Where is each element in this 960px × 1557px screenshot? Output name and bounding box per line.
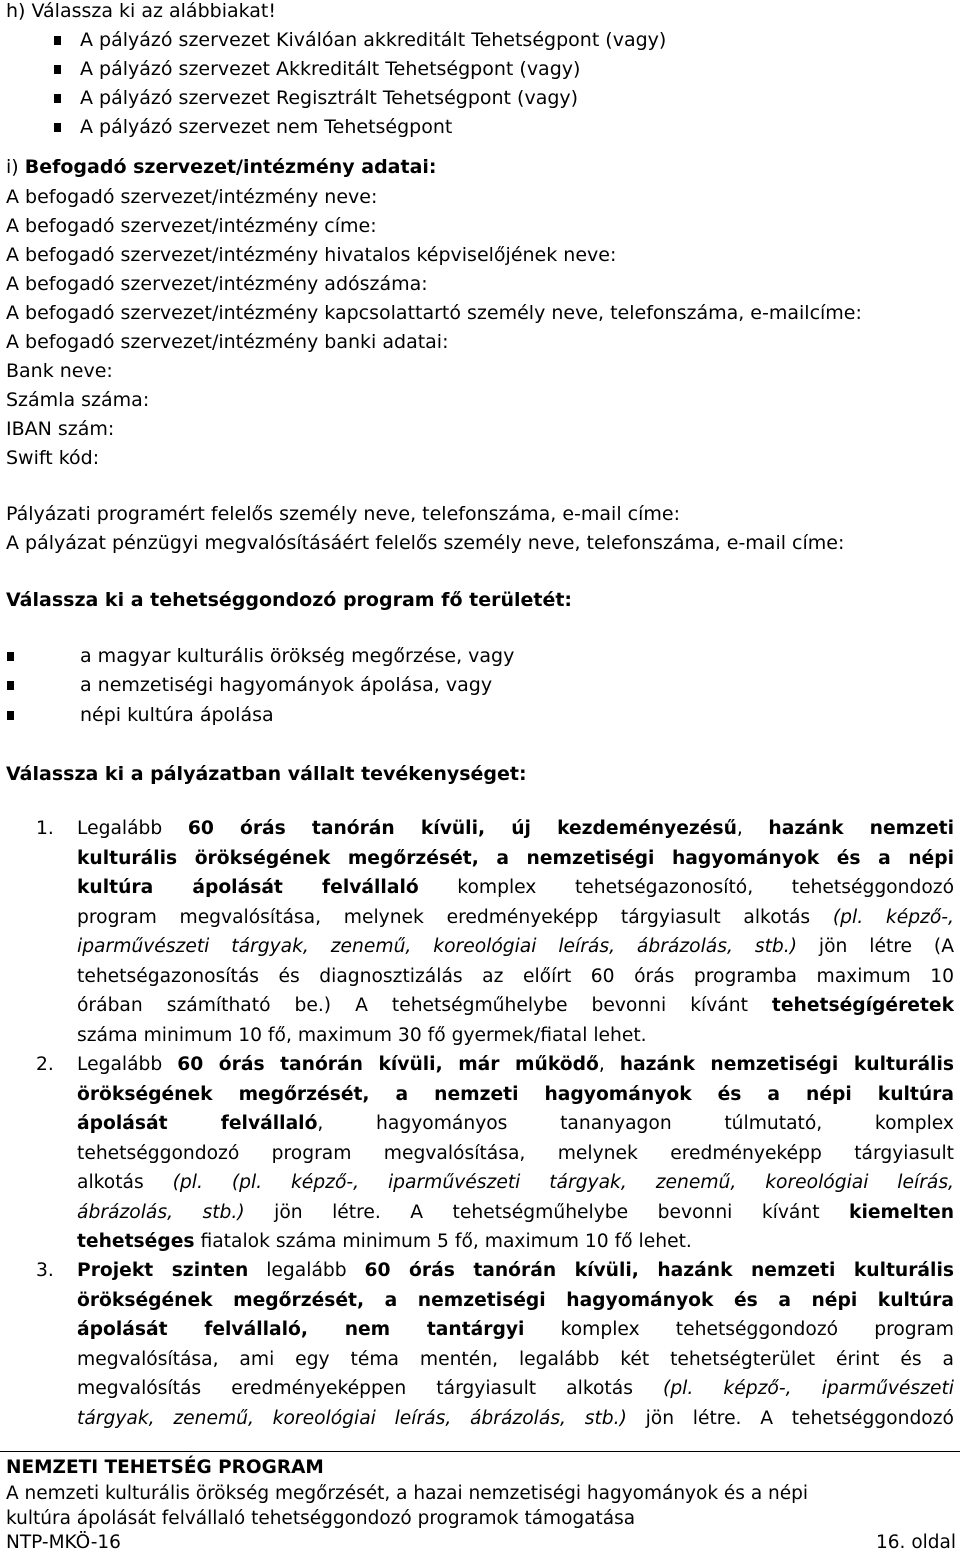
activity-text-segment: (pl. képző-, iparművészeti [663, 1378, 954, 1399]
activity-item-line [77, 1286, 954, 1316]
activity-item-line [77, 814, 954, 844]
activity-item-number: 1. [36, 818, 54, 839]
activity-text-segment: jön létre (A [797, 936, 954, 957]
option-nem-tehetsegpont: A pályázó szervezet nem Tehetségpont [80, 116, 453, 138]
activity-text-segment: ápolását felvállaló, nem tantárgyi [77, 1319, 525, 1340]
activity-text-segment: ábrázolás, stb.) [77, 1201, 245, 1223]
activity-text-segment: alkotás [77, 1172, 173, 1193]
footer-program-name: NEMZETI TEHETSÉG PROGRAM [6, 1457, 324, 1478]
field-label-bank-neve: Bank neve: [6, 360, 113, 382]
activity-text-segment: fiatalok száma minimum 5 fő, maximum 10 fő lehet. [194, 1231, 692, 1252]
activity-text-segment: tehetségazonosítás és diagnosztizálás az előírt 60 órás programba maximum 10 [77, 965, 954, 987]
field-label-kapcsolattarto: A befogadó szervezet/intézmény kapcsolattartó személy neve, telefonszáma, e-mailcíme: [6, 302, 862, 324]
section-i-prefix: i) [6, 156, 25, 178]
field-label-iban: IBAN szám: [6, 418, 115, 440]
activity-text-segment: legalább [248, 1260, 365, 1281]
option-akkreditalt: A pályázó szervezet Akkreditált Tehetségpont (vagy) [80, 58, 581, 80]
activity-item-line [77, 1256, 954, 1286]
activity-text-segment: komplex tehetséggondozó program [524, 1319, 954, 1340]
field-label-banki-adatok: A befogadó szervezet/intézmény banki adatai: [6, 331, 449, 353]
bullet-square-icon [7, 652, 14, 661]
area-option-kulturalis-orokseg: a magyar kulturális örökség megőrzése, vagy [80, 645, 515, 667]
activity-text-segment: 60 órás tanórán kívüli, hazánk nemzeti kulturális [364, 1260, 954, 1281]
activity-text-segment: Projekt szinten [77, 1260, 249, 1281]
activity-item-line [77, 1080, 954, 1110]
activity-text-segment: 60 órás tanórán kívüli, új kezdeményezésű [187, 818, 737, 839]
activity-text-segment: program megvalósítása, melynek eredményeképp tárgyiasult alkotás [77, 906, 833, 928]
option-regisztralt: A pályázó szervezet Regisztrált Tehetségpont (vagy) [80, 87, 579, 109]
activity-text-segment: hazánk nemzetiségi kulturális [619, 1054, 954, 1075]
activity-text-segment: megvalósítás eredményeképpen tárgyiasult alkotás [77, 1378, 664, 1399]
activity-heading: Válassza ki a pályázatban vállalt tevékenységet: [6, 763, 527, 785]
activity-item-line [77, 932, 954, 962]
activity-text-segment: kiemelten [849, 1201, 954, 1223]
activity-item-line [77, 1198, 954, 1228]
activity-text-segment: (pl. (pl. képző-, iparművészeti tárgyak, zenemű, koreológiai leírás, [172, 1172, 954, 1193]
activity-item-line [77, 962, 954, 992]
activity-item-line [77, 873, 954, 903]
bullet-square-icon [54, 36, 61, 45]
footer-page-number: 16. oldal [876, 1532, 956, 1553]
activity-item-line [77, 1315, 954, 1345]
bullet-square-icon [54, 94, 61, 103]
footer-description-line1: A nemzeti kulturális örökség megőrzését, a hazai nemzetiségi hagyományok és a népi [6, 1483, 809, 1504]
activity-text-segment: jön létre. A tehetséggondozó [626, 1407, 954, 1429]
activity-text-segment: hazánk nemzeti [768, 818, 954, 839]
field-label-szamlaszam: Számla száma: [6, 389, 150, 411]
option-kivaloan-akkreditalt: A pályázó szervezet Kiválóan akkreditált Tehetségpont (vagy) [80, 29, 667, 51]
activity-item-line [77, 1345, 954, 1375]
activity-item-line [77, 1374, 954, 1404]
field-label-swift: Swift kód: [6, 447, 100, 469]
activity-item-line [77, 1109, 954, 1139]
activity-text-segment: (pl. képző-, [832, 906, 954, 928]
activity-item-line [77, 1050, 954, 1080]
activity-text-segment: komplex tehetségazonosító, tehetséggondozó [418, 877, 954, 898]
footer-code: NTP-MKÖ-16 [6, 1532, 121, 1553]
activity-item-line [77, 1404, 954, 1434]
activity-text-segment: ápolását felvállaló [77, 1113, 318, 1134]
activity-text-segment: , hagyományos tananyagon túlmutató, komplex [317, 1113, 954, 1134]
activity-text-segment: kultúra ápolását felvállaló [77, 877, 419, 898]
field-label-nev: A befogadó szervezet/intézmény neve: [6, 186, 378, 208]
activity-text-segment: Legalább [77, 818, 188, 839]
activity-item-line [77, 1227, 954, 1257]
activity-item-line [77, 903, 954, 933]
activity-text-segment: Legalább [77, 1054, 178, 1075]
activity-text-segment: , [736, 818, 769, 839]
area-option-nepi-kultura: népi kultúra ápolása [80, 704, 274, 726]
field-label-penzugyi-felelos: A pályázat pénzügyi megvalósításáért felelős személy neve, telefonszáma, e-mail címe: [6, 532, 845, 554]
activity-text-segment: , [598, 1054, 620, 1075]
activity-text-segment: kulturális örökségének megőrzését, a nemzetiségi hagyományok és a népi [77, 847, 954, 869]
activity-text-segment: örökségének megőrzését, a nemzeti hagyományok és a népi kultúra [77, 1083, 954, 1105]
activity-text-segment: tehetséges [77, 1231, 195, 1252]
section-i-heading [6, 153, 437, 182]
bullet-square-icon [54, 123, 61, 132]
activity-text-segment: 60 órás tanórán kívüli, már működő [177, 1054, 599, 1075]
activity-item-line [77, 1021, 954, 1051]
activity-item-line [77, 1139, 954, 1169]
field-label-kepviselo: A befogadó szervezet/intézmény hivatalos képviselőjének neve: [6, 244, 617, 266]
activity-text-segment: iparművészeti tárgyak, zenemű, koreológiai leírás, ábrázolás, stb.) [77, 936, 797, 957]
activity-text-segment: tehetségígéretek [771, 995, 954, 1016]
area-heading: Válassza ki a tehetséggondozó program fő területét: [6, 589, 573, 611]
field-label-cim: A befogadó szervezet/intézmény címe: [6, 215, 377, 237]
section-i-title: Befogadó szervezet/intézmény adatai: [24, 156, 437, 178]
activity-text-segment: megvalósítása, ami egy téma mentén, legalább két tehetségterület érint és a [77, 1348, 954, 1370]
activity-text-segment: tehetséggondozó program megvalósítása, melynek eredményeképp tárgyiasult [77, 1142, 954, 1164]
activity-text-segment: órában számítható be.) A tehetségműhelybe bevonni kívánt [77, 995, 772, 1016]
bullet-square-icon [7, 711, 14, 720]
activity-item-number: 3. [36, 1260, 54, 1281]
footer-divider [0, 1451, 960, 1452]
bullet-square-icon [54, 65, 61, 74]
footer-description-line2: kultúra ápolását felvállaló tehetséggondozó programok támogatása [6, 1508, 636, 1529]
area-option-nemzetisegi: a nemzetiségi hagyományok ápolása, vagy [80, 674, 493, 696]
bullet-square-icon [7, 681, 14, 690]
activity-item-line [77, 844, 954, 874]
field-label-adoszam: A befogadó szervezet/intézmény adószáma: [6, 273, 428, 295]
activity-item-number: 2. [36, 1054, 54, 1075]
activity-item-line [77, 1168, 954, 1198]
activity-text-segment: örökségének megőrzését, a nemzetiségi hagyományok és a népi kultúra [77, 1289, 954, 1311]
activity-text-segment: tárgyak, zenemű, koreológiai leírás, ábrázolás, stb.) [77, 1407, 627, 1429]
section-h-heading: h) Válassza ki az alábbiakat! [6, 0, 276, 22]
activity-text-segment: száma minimum 10 fő, maximum 30 fő gyermek/fiatal lehet. [77, 1024, 647, 1046]
activity-item-line [77, 991, 954, 1021]
activity-text-segment: jön létre. A tehetségműhelybe bevonni kívánt [244, 1201, 850, 1223]
field-label-program-felelos: Pályázati programért felelős személy neve, telefonszáma, e-mail címe: [6, 503, 680, 525]
